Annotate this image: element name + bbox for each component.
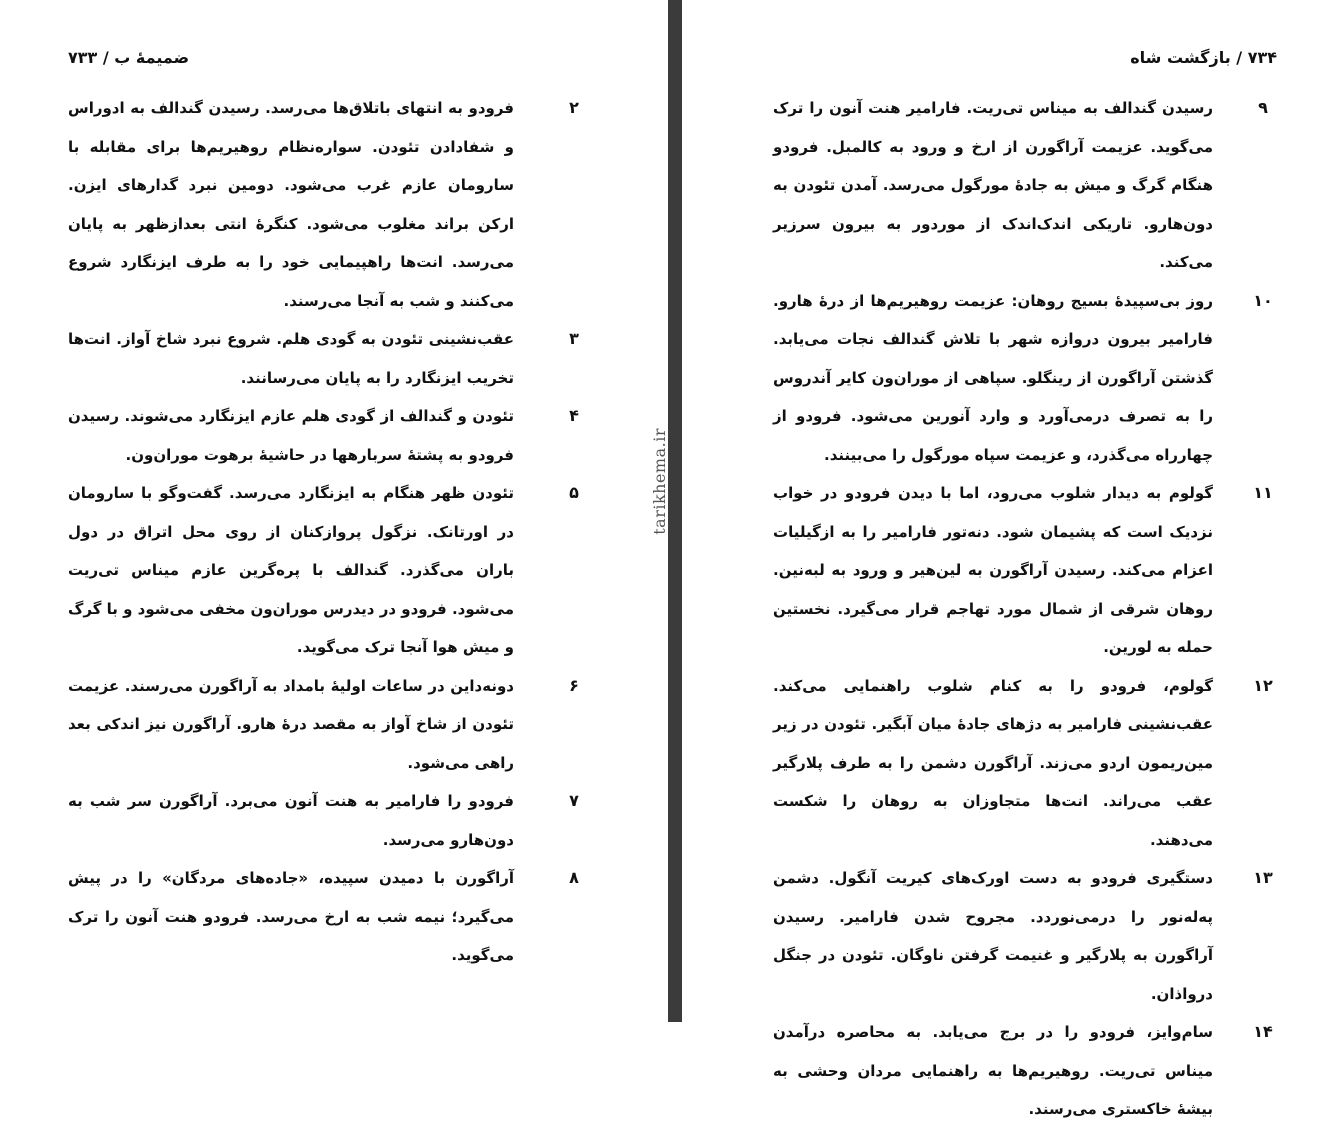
entry-4 [68,397,584,474]
entry-text: گولوم، فرودو را به کنام شلوب راهنمایی می‌کند. عقب‌نشینی فارامیر به دژهای جادهٔ میان آبگیر. تئودن در زیر مین‌ریمون اردو می‌زند. آراگورن دشمن را به طرف پلارگیر عقب می‌راند. انت‌ها متجاوزان به روهان را شکست می‌دهند. [773,676,1213,849]
entry-number: ۱۱ [1253,483,1273,502]
entry-9 [773,89,1273,282]
entry-text: عقب‌نشینی تئودن به گودی هلم. شروع نبرد شاخ آواز. انت‌ها تخریب ایزنگارد را به پایان می‌رسانند. [68,330,514,387]
entry-text: روز بی‌سپیدهٔ بسیج روهان: عزیمت روهیریم‌ها از درهٔ هارو. فارامیر بیرون دروازه شهر با تلاش گندالف نجات می‌یابد. گذشتن آراگورن از رینگلو. سپاهی از موران‌ون کایر آندروس را به تصرف درمی‌آورد و وارد آنورین می‌شود. فرودو از چهارراه می‌گذرد، و عزیمت سپاه مورگول را می‌بینند. [773,291,1213,464]
entry-number: ۱۲ [1253,675,1273,695]
entry-text: فرودو را فارامیر به هنت آنون می‌برد. آراگورن سر شب به دون‌هارو می‌رسد. [68,792,514,849]
entry-number: ۹ [1258,98,1268,117]
left-page [0,0,668,1022]
entry-text: گولوم به دیدار شلوب می‌رود، اما با دیدن فرودو در خواب نزدیک است که پشیمان شود. دنه‌تور فارامیر را به ازگیلیات اعزام می‌کند. رسیدن آراگورن به لین‌هیر و ورود به لبه‌نین. روهان شرقی از شمال مورد تهاجم قرار می‌گیرد. نخستین حمله به لورین. [773,484,1213,656]
entry-number: ۷ [569,791,579,810]
entry-3 [68,320,584,397]
right-page-header: ۷۳۴ / بازگشت شاه [1130,48,1277,67]
right-entries [773,89,1273,1129]
entry-6 [68,667,584,783]
left-entries [68,89,584,975]
entry-number: ۲ [569,98,579,117]
entry-13 [773,859,1273,1013]
entry-number: ۱۳ [1253,868,1273,887]
right-page [682,0,1343,1118]
entry-10 [773,282,1273,475]
entry-14 [773,1013,1273,1129]
entry-number: ۱۰ [1253,290,1273,310]
watermark-site: tarikhema.ir [650,428,669,535]
entry-text: تئودن و گندالف از گودی هلم عازم ایزنگارد می‌شوند. رسیدن فرودو به پشتهٔ سربارهها در حاشیهٔ برهوت موران‌ون. [68,407,514,464]
book-spine [668,0,682,1022]
entry-text: فرودو به انتهای باتلاق‌ها می‌رسد. رسیدن گندالف به ادوراس و شفادادن تئودن. سواره‌نظام روهیریم‌ها برای مقابله با سارومان عازم غرب می‌شود. دومین نبرد گدارهای ایزن. ارکن براند مغلوب می‌شود. کنگرهٔ انتی بعدازظهر به پایان می‌رسد. انت‌ها راهپیمایی خود را به طرف ایزنگارد شروع می‌کنند و شب به آنجا می‌رسند. [68,99,514,310]
entry-number: ۱۴ [1253,1022,1273,1041]
left-page-header: ضمیمهٔ ب / ۷۳۳ [68,48,190,67]
entry-number: ۵ [569,483,579,502]
entry-text: دونه‌داین در ساعات اولیهٔ بامداد به آراگورن می‌رسند. عزیمت تئودن از شاخ آواز به مقصد درهٔ هارو. آراگورن نیز اندکی بعد راهی می‌شود. [68,676,514,772]
entry-text: آراگورن با دمیدن سپیده، «جاده‌های مردگان» را در پیش می‌گیرد؛ نیمه شب به ارخ می‌رسد. فرودو هنت آنون را ترک می‌گوید. [68,869,514,964]
entry-7 [68,782,584,859]
entry-5 [68,474,584,667]
entry-text: تئودن ظهر هنگام به ایزنگارد می‌رسد. گفت‌وگو با سارومان در اورتانک. نزگول پروازکنان از روی محل اتراق در دول باران می‌گذرد. گندالف با پره‌گرین عازم میناس تی‌ریت می‌شود. فرودو در دیدرس موران‌ون مخفی می‌شود و با گرگ و میش هوا آنجا ترک می‌گوید. [68,484,514,656]
entry-2 [68,89,584,320]
entry-number: ۶ [569,675,579,695]
entry-text: دستگیری فرودو به دست اورک‌های کیریت آنگول. دشمن په‌له‌نور را درمی‌نوردد. مجروح شدن فارامیر. رسیدن آراگورن به پلارگیر و غنیمت گرفتن ناوگان. تئودن در جنگل درواذان. [773,869,1213,1003]
entry-number: ۸ [569,868,579,887]
entry-number: ۴ [569,406,579,425]
entry-8 [68,859,584,975]
entry-12 [773,667,1273,860]
entry-text: رسیدن گندالف به میناس تی‌ریت. فارامیر هنت آنون را ترک می‌گوید. عزیمت آراگورن از ارخ و ورود به کالمبل. فرودو هنگام گرگ و میش به جادهٔ مورگول می‌رسد. آمدن تئودن به دون‌هارو. تاریکی اندک‌اندک از موردور به بیرون سرزیر می‌کند. [773,99,1213,271]
entry-number: ۳ [569,329,579,348]
entry-text: سام‌وایز، فرودو را در برج می‌یابد. به محاصره درآمدن میناس تی‌ریت. روهیریم‌ها به راهنمایی مردان وحشی به بیشهٔ خاکستری می‌رسند. [773,1023,1213,1118]
entry-11 [773,474,1273,667]
